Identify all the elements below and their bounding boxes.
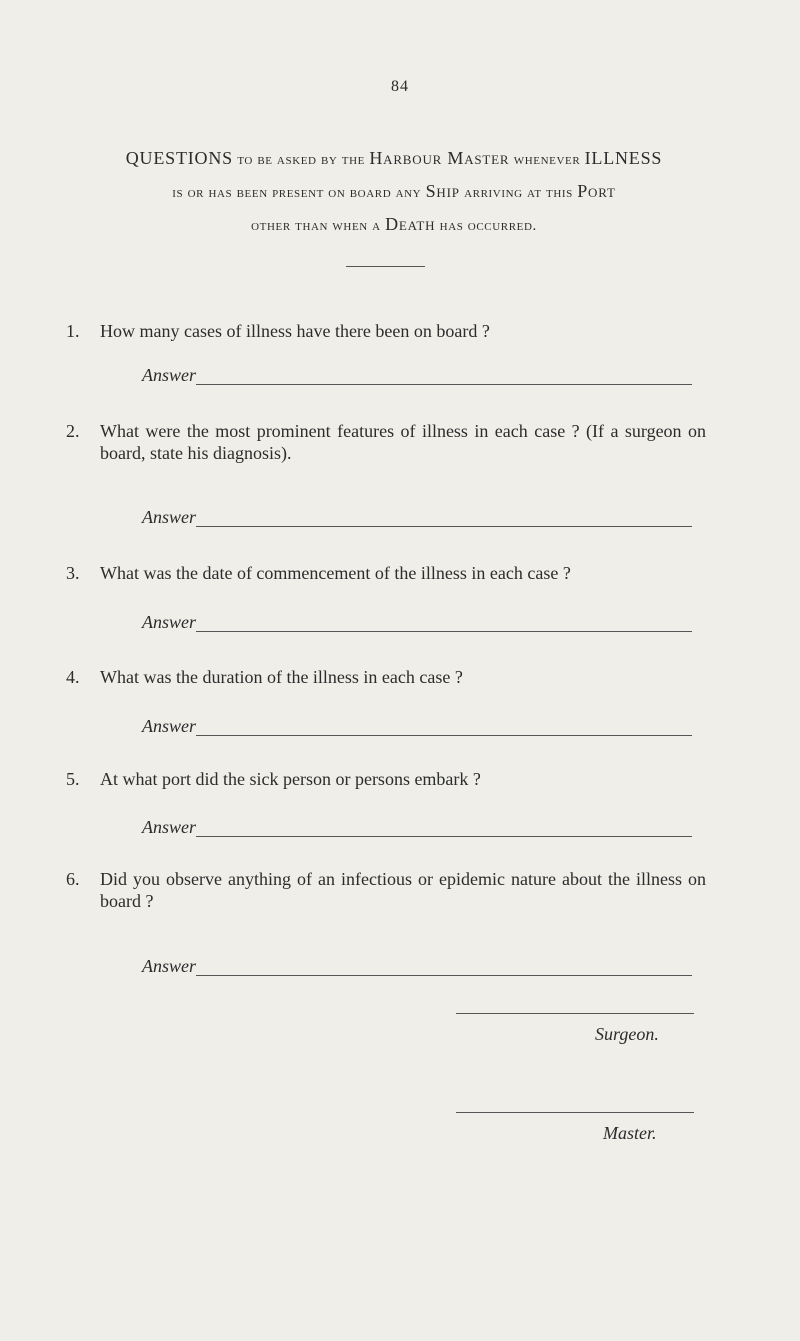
- title-line-2: [64, 176, 724, 209]
- question-text: What was the date of commencement of the illness in each case ?: [100, 563, 571, 583]
- surgeon-signature-line[interactable]: [456, 1013, 694, 1014]
- answer-label: Answer: [142, 716, 196, 736]
- answer-line: [142, 735, 692, 736]
- question-text: What was the duration of the illness in each case ?: [100, 667, 463, 687]
- answer-label: Answer: [142, 365, 196, 385]
- question-number: 5.: [66, 769, 80, 789]
- question-number: 3.: [66, 563, 80, 583]
- title-death: Death: [385, 214, 436, 234]
- title-text: other than when a: [251, 218, 381, 234]
- question-text: How many cases of illness have there been on board ?: [100, 321, 490, 341]
- answer-label: Answer: [142, 956, 196, 976]
- answer-line: [142, 975, 692, 976]
- title-text: to be asked by the: [237, 152, 365, 168]
- surgeon-label: Surgeon.: [595, 1024, 659, 1044]
- title-line-3: [64, 209, 724, 242]
- title-text: arriving at this: [464, 185, 573, 201]
- master-signature-line[interactable]: [456, 1112, 694, 1113]
- answer-field-3[interactable]: [142, 612, 692, 634]
- title-text: has occurred.: [439, 218, 537, 234]
- question-6: [66, 868, 706, 912]
- question-5: [66, 768, 706, 790]
- question-text: At what port did the sick person or persons embark ?: [100, 769, 481, 789]
- title-text: whenever: [513, 152, 581, 168]
- title-questions: QUESTIONS: [125, 148, 233, 168]
- question-1: [66, 320, 706, 342]
- answer-field-1[interactable]: [142, 365, 692, 387]
- question-text: Did you observe anything of an infectious or epidemic nature about the illness on board ?: [100, 869, 706, 911]
- title-illness: ILLNESS: [584, 148, 663, 168]
- question-4: [66, 666, 706, 688]
- answer-line: [142, 836, 692, 837]
- title-text: is or has been present on board any: [172, 185, 422, 201]
- answer-label: Answer: [142, 507, 196, 527]
- answer-label: Answer: [142, 817, 196, 837]
- answer-field-4[interactable]: [142, 716, 692, 738]
- master-label: Master.: [603, 1123, 657, 1143]
- title-line-1: [64, 143, 724, 176]
- question-number: 1.: [66, 321, 80, 341]
- answer-field-5[interactable]: [142, 817, 692, 839]
- answer-field-6[interactable]: [142, 956, 692, 978]
- title-port: Port: [577, 181, 616, 201]
- answer-field-2[interactable]: [142, 507, 692, 529]
- title-harbour-master: Harbour Master: [369, 148, 510, 168]
- page-title: [64, 143, 724, 242]
- question-text: What were the most prominent features of illness in each case ? (If a surgeon on board, state his diagnosis).: [100, 421, 706, 463]
- divider: [346, 266, 425, 267]
- answer-label: Answer: [142, 612, 196, 632]
- title-ship: Ship: [425, 181, 460, 201]
- question-number: 2.: [66, 421, 80, 441]
- question-number: 6.: [66, 869, 80, 889]
- question-2: [66, 420, 706, 464]
- question-3: [66, 562, 706, 584]
- question-number: 4.: [66, 667, 80, 687]
- answer-line: [142, 526, 692, 527]
- answer-line: [142, 384, 692, 385]
- answer-line: [142, 631, 692, 632]
- page-number: 84: [391, 78, 409, 95]
